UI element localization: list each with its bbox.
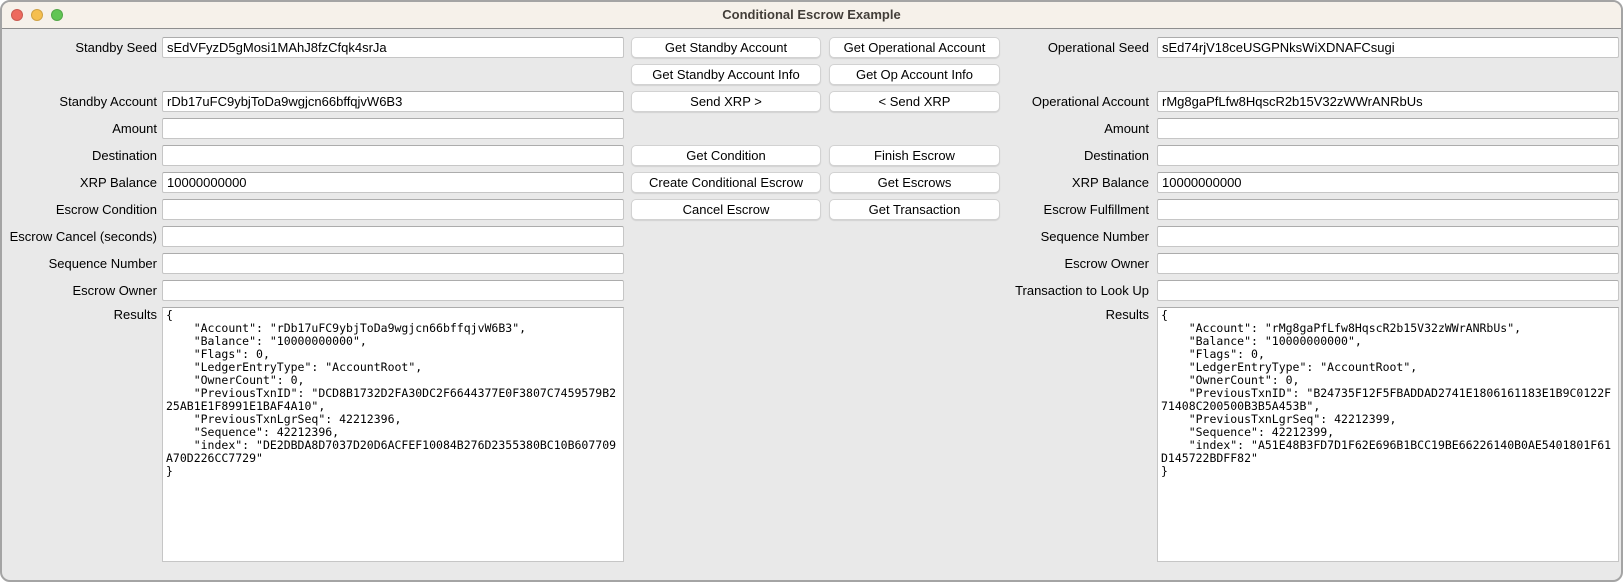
operational-destination-field[interactable] — [1157, 145, 1619, 166]
standby-account-label: Standby Account — [59, 94, 157, 109]
operational-xrp-balance-label: XRP Balance — [1071, 175, 1149, 190]
operational-account-label: Operational Account — [1031, 94, 1149, 109]
standby-xrp-balance-label: XRP Balance — [79, 175, 157, 190]
standby-escrow-cancel-label: Escrow Cancel (seconds) — [9, 229, 157, 244]
operational-sequence-number-field[interactable] — [1157, 226, 1619, 247]
standby-xrp-balance-field[interactable] — [162, 172, 624, 193]
operational-escrow-fulfillment-field[interactable] — [1157, 199, 1619, 220]
operational-results-label: Results — [1105, 307, 1149, 322]
finish-escrow-button[interactable]: Finish Escrow — [829, 145, 1000, 166]
standby-account-field[interactable] — [162, 91, 624, 112]
operational-xrp-balance-field[interactable] — [1157, 172, 1619, 193]
operational-seed-label: Operational Seed — [1047, 40, 1149, 55]
standby-escrow-condition-field[interactable] — [162, 199, 624, 220]
standby-results-textarea[interactable] — [162, 307, 624, 562]
standby-escrow-owner-field[interactable] — [162, 280, 624, 301]
get-transaction-button[interactable]: Get Transaction — [829, 199, 1000, 220]
operational-transaction-to-look-up-field[interactable] — [1157, 280, 1619, 301]
operational-amount-label: Amount — [1104, 121, 1149, 136]
standby-seed-label: Standby Seed — [75, 40, 157, 55]
operational-escrow-owner-label: Escrow Owner — [1064, 256, 1149, 271]
get-escrows-button[interactable]: Get Escrows — [829, 172, 1000, 193]
operational-account-field[interactable] — [1157, 91, 1619, 112]
create-conditional-escrow-button[interactable]: Create Conditional Escrow — [631, 172, 821, 193]
operational-transaction-to-look-up-label: Transaction to Look Up — [1015, 283, 1149, 298]
operational-results-textarea[interactable] — [1157, 307, 1619, 562]
operational-sequence-number-label: Sequence Number — [1040, 229, 1149, 244]
standby-results-label: Results — [113, 307, 157, 322]
standby-amount-field[interactable] — [162, 118, 624, 139]
send-xrp-standby-to-op-button[interactable]: Send XRP > — [631, 91, 821, 112]
standby-destination-field[interactable] — [162, 145, 624, 166]
operational-escrow-owner-field[interactable] — [1157, 253, 1619, 274]
get-standby-account-button[interactable]: Get Standby Account — [631, 37, 821, 58]
standby-seed-field[interactable] — [162, 37, 624, 58]
get-op-account-info-button[interactable]: Get Op Account Info — [829, 64, 1000, 85]
operational-destination-label: Destination — [1083, 148, 1149, 163]
cancel-escrow-button[interactable]: Cancel Escrow — [631, 199, 821, 220]
titlebar — [2, 2, 1621, 29]
get-standby-account-info-button[interactable]: Get Standby Account Info — [631, 64, 821, 85]
standby-escrow-cancel-field[interactable] — [162, 226, 624, 247]
window-title: Conditional Escrow Example — [722, 7, 901, 22]
standby-sequence-number-label: Sequence Number — [48, 256, 157, 271]
operational-amount-field[interactable] — [1157, 118, 1619, 139]
standby-sequence-number-field[interactable] — [162, 253, 624, 274]
standby-escrow-condition-label: Escrow Condition — [55, 202, 157, 217]
get-operational-account-button[interactable]: Get Operational Account — [829, 37, 1000, 58]
get-condition-button[interactable]: Get Condition — [631, 145, 821, 166]
operational-seed-field[interactable] — [1157, 37, 1619, 58]
standby-amount-label: Amount — [112, 121, 157, 136]
standby-destination-label: Destination — [91, 148, 157, 163]
operational-escrow-fulfillment-label: Escrow Fulfillment — [1043, 202, 1149, 217]
standby-escrow-owner-label: Escrow Owner — [72, 283, 157, 298]
send-xrp-op-to-standby-button[interactable]: < Send XRP — [829, 91, 1000, 112]
